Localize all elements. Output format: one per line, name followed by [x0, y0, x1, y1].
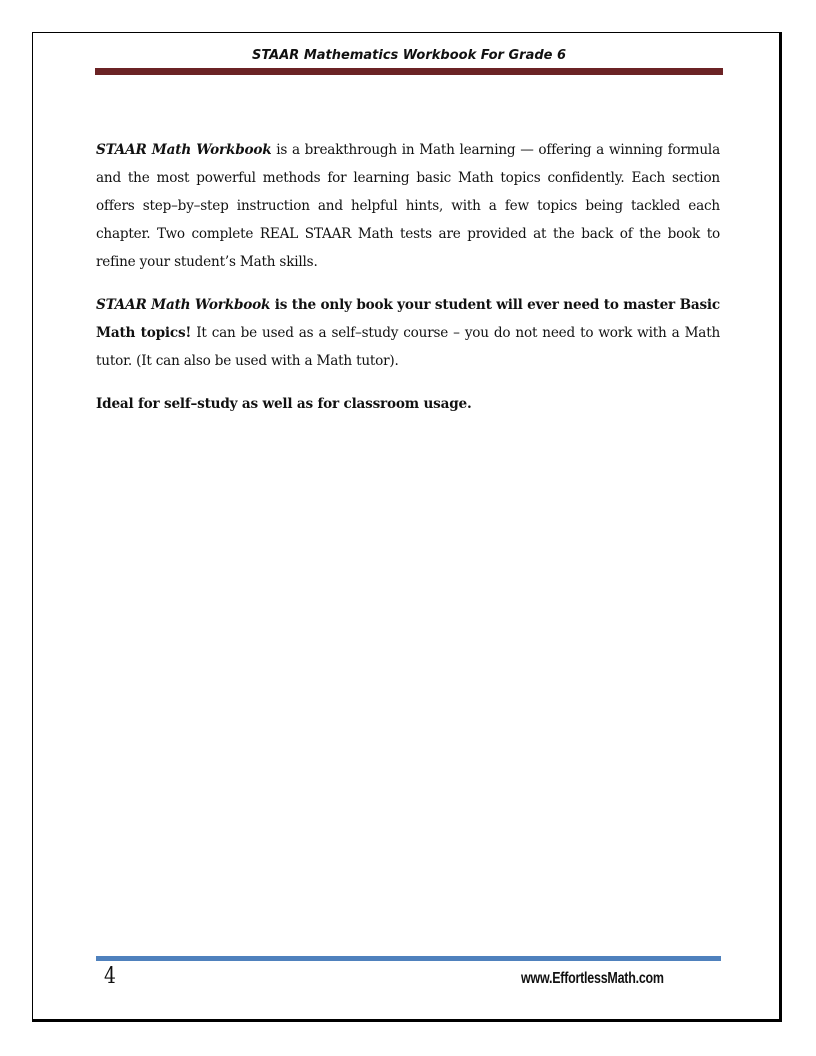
header-rule [95, 68, 723, 75]
book-title-emphasis: STAAR Math Workbook [96, 297, 271, 313]
paragraph-intro [96, 136, 720, 276]
bold-tagline: Ideal for self–study as well as for classroom usage. [96, 396, 472, 412]
book-title-emphasis: STAAR Math Workbook [96, 142, 272, 158]
paragraph-text: It can be used as a self–study course – you do not need to work with a Math tutor. (It can also be used with a Math tutor). [96, 325, 721, 369]
paragraph-ideal [96, 390, 720, 418]
paragraph-only-book [96, 291, 720, 375]
footer-rule [96, 956, 721, 961]
footer-website-link[interactable]: www.EffortlessMath.com [521, 970, 664, 987]
page-number: 4 [104, 964, 116, 989]
page-body [96, 136, 720, 433]
bold-claim: is the only book your student will ever need to master Basic Math topics! [96, 297, 720, 341]
paragraph-text: is a breakthrough in Math learning — offering a winning formula and the most powerful methods for learning basic Math topics confidently. Each section offers step–by–step instruction and helpful hints, with a few topics being tackled each chapter. Two complete REAL STAAR Math tests are provided at the back of the book to refine your student’s Math skills. [96, 142, 720, 270]
running-header-title: STAAR Mathematics Workbook For Grade 6 [251, 48, 567, 63]
